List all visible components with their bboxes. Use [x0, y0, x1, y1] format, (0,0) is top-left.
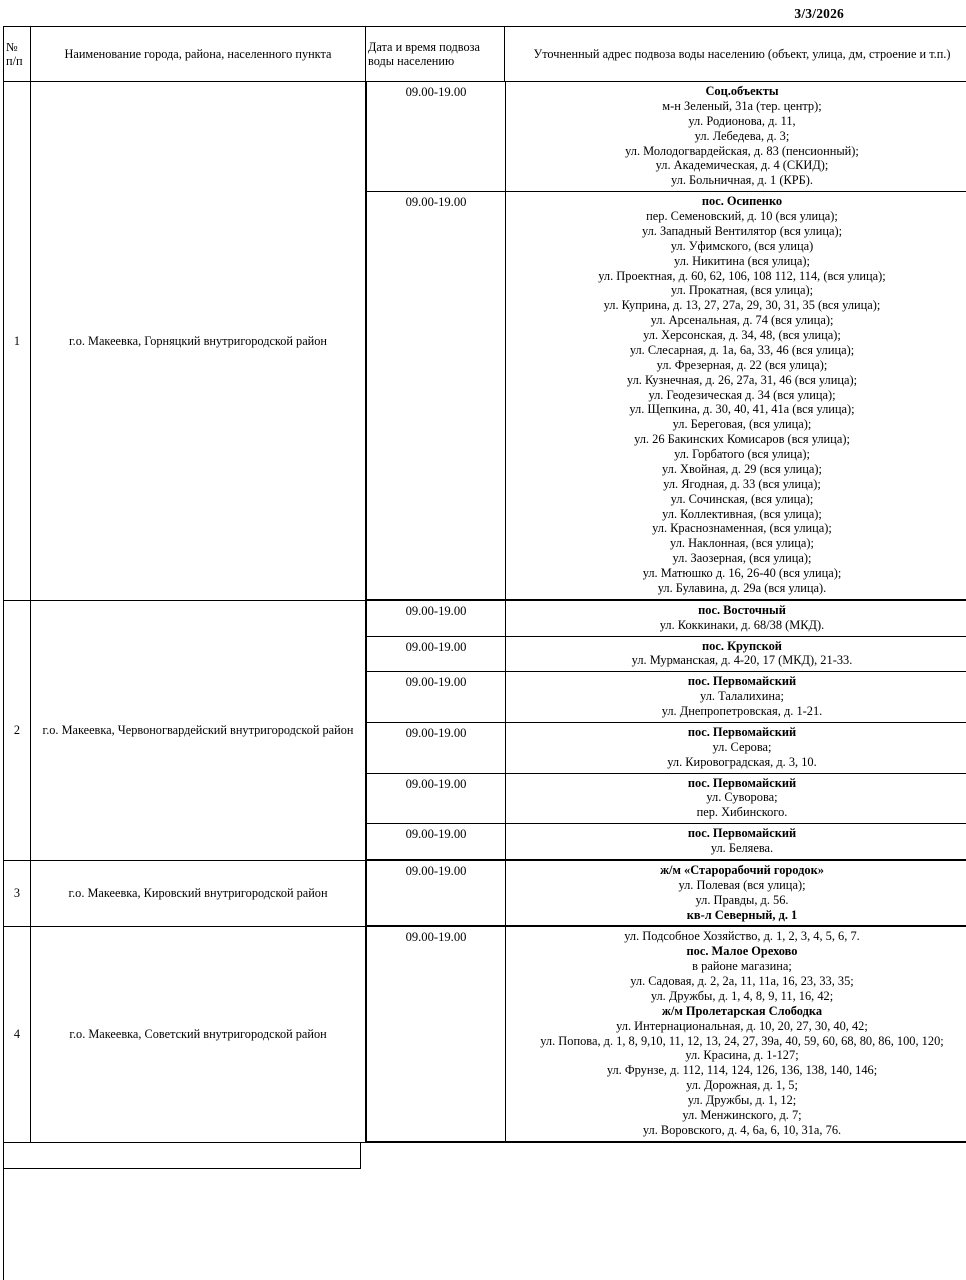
address-group-title: пос. Первомайский [687, 775, 797, 790]
header-number: № п/п [4, 27, 31, 82]
address-line: ул. Западный Вентилятор (вся улица); [641, 223, 843, 238]
address-line: ул. Матюшко д. 16, 26-40 (вся улица); [642, 566, 842, 580]
address-line: ул. Правды, д. 56. [695, 892, 789, 907]
address-line: ул. Ягодная, д. 33 (вся улица); [663, 476, 821, 491]
row-number: 2 [4, 600, 31, 860]
address-line: ул. Серова; [712, 739, 772, 754]
address-line: ул. Кировоградская, д. 3, 10. [667, 754, 817, 769]
row-schedule-blocks [366, 860, 966, 927]
address-line: в районе магазина; [692, 959, 792, 974]
schedule-block-table [366, 927, 966, 1141]
address-line: ул. Садовая, д. 2, 2а, 11, 11а, 16, 23, 33, 35; [630, 974, 854, 988]
address-line: ул. Фрунзе, д. 112, 114, 124, 126, 136, 138, 140, 146; [606, 1063, 878, 1078]
schedule-block-table [366, 82, 966, 600]
address-line: ул. Лебедева, д. 3; [694, 128, 790, 143]
address-line: ул. Дорожная, д. 1, 5; [686, 1078, 798, 1093]
address-group-title: ж/м Пролетарская Слободка [661, 1003, 823, 1018]
water-delivery-schedule-table [3, 26, 966, 1143]
address-line: ул. Полевая (вся улица); [678, 877, 806, 892]
address-line: ул. Менжинского, д. 7; [682, 1107, 802, 1122]
table-header-row [4, 27, 966, 82]
address-line: ул. Академическая, д. 4 (СКИД); [655, 158, 829, 173]
address-line: ул. Арсенальная, д. 74 (вся улица); [650, 313, 834, 328]
row-number: 3 [4, 860, 31, 927]
block-time: 09.00-19.00 [367, 82, 506, 192]
address-line: ул. Береговая, (вся улица); [672, 417, 812, 432]
block-time: 09.00-19.00 [367, 636, 506, 672]
address-line: ул. Слесарная, д. 1а, 6а, 33, 46 (вся улица); [629, 342, 855, 357]
address-group-title: пос. Первомайский [687, 674, 797, 689]
address-line: ул. Дружбы, д. 1, 4, 8, 9, 11, 16, 42; [650, 988, 834, 1003]
address-line: ул. Талалихина; [700, 689, 784, 704]
block-time: 09.00-19.00 [367, 601, 506, 636]
row-locality: г.о. Макеевка, Кировский внутригородской район [31, 860, 366, 927]
schedule-block-row [367, 82, 966, 192]
address-line: ул. Красина, д. 1-127; [685, 1048, 799, 1063]
address-group-title: пос. Первомайский [687, 826, 797, 841]
address-line: ул. Воровского, д. 4, 6а, 6, 10, 31а, 76. [642, 1122, 842, 1137]
address-line: ул. Суворова; [706, 790, 778, 805]
block-addresses [506, 82, 966, 192]
address-line: ул. Кузнечная, д. 26, 27а, 31, 46 (вся улица); [626, 372, 858, 387]
address-line: ул. Никитина (вся улица); [674, 253, 810, 268]
address-line: м-н Зеленый, 31а (тер. центр); [662, 98, 822, 113]
table-row [4, 927, 966, 1142]
block-addresses [506, 773, 966, 824]
table-row [4, 600, 966, 860]
block-time: 09.00-19.00 [367, 824, 506, 860]
address-line: ул. Заозерная, (вся улица); [672, 551, 812, 566]
document-date: 3/3/2026 [794, 6, 844, 21]
row-locality: г.о. Макеевка, Горняцкий внутригородской район [31, 82, 366, 601]
address-line: ул. Попова, д. 1, 8, 9,10, 11, 12, 13, 24, 27, 39а, 40, 59, 60, 68, 80, 86, 100, 120; [540, 1033, 944, 1048]
block-addresses [506, 722, 966, 773]
address-line: ул. Наклонная, (вся улица); [670, 536, 814, 551]
address-line: ул. Беляева. [710, 841, 774, 855]
address-line: ул. Мурманская, д. 4-20, 17 (МКД), 21-33. [631, 653, 853, 668]
address-line: ул. Хвойная, д. 29 (вся улица); [662, 461, 822, 476]
address-line: ул. Коккинаки, д. 68/38 (МКД). [659, 617, 825, 632]
address-line: пер. Хибинского. [696, 805, 788, 820]
address-line: ул. Куприна, д. 13, 27, 27а, 29, 30, 31, 35 (вся улица); [603, 298, 881, 313]
address-line: ул. Горбатого (вся улица); [674, 447, 810, 461]
header-address: Уточненный адрес подвоза воды населению (объект, улица, дм, строение и т.п.) [505, 27, 966, 82]
table-row [4, 82, 966, 601]
table-body [4, 82, 966, 1143]
address-group-title: пос. Восточный [698, 602, 786, 617]
schedule-block-row [367, 601, 966, 636]
address-line: ул. Больничная, д. 1 (КРБ). [671, 173, 813, 188]
address-group-title: пос. Малое Орехово [686, 944, 798, 959]
address-line: ул. Краснознаменная, (вся улица); [652, 521, 832, 536]
address-line: ул. Коллективная, (вся улица); [662, 506, 822, 521]
schedule-block-row [367, 861, 966, 926]
block-addresses [506, 601, 966, 636]
schedule-block-row [367, 773, 966, 824]
address-line: ул. Булавина, д. 29а (вся улица). [657, 580, 827, 595]
row-number: 4 [4, 927, 31, 1142]
schedule-block-table [366, 601, 966, 860]
address-group-title: пос. Первомайский [687, 724, 797, 739]
address-line: ул. Молодогвардейская, д. 83 (пенсионный); [625, 143, 859, 158]
address-group-title: кв-л Северный, д. 1 [686, 907, 798, 922]
row-locality: г.о. Макеевка, Червоногвардейский внутригородской район [31, 600, 366, 860]
block-time: 09.00-19.00 [367, 861, 506, 926]
schedule-block-row [367, 824, 966, 860]
address-group-title: пос. Крупской [702, 638, 782, 653]
address-line: ул. 26 Бакинских Комисаров (вся улица); [634, 432, 850, 447]
schedule-block-row [367, 636, 966, 672]
block-time: 09.00-19.00 [367, 722, 506, 773]
row-schedule-blocks [366, 600, 966, 860]
header-datetime: Дата и время подвоза воды населению [366, 27, 505, 82]
block-time: 09.00-19.00 [367, 192, 506, 600]
block-addresses [506, 672, 966, 723]
address-line: ул. Щепкина, д. 30, 40, 41, 41а (вся улица); [629, 402, 855, 417]
address-line: ул. Уфимского, (вся улица) [670, 238, 814, 253]
block-time: 09.00-19.00 [367, 773, 506, 824]
address-group-title: пос. Осипенко [701, 194, 783, 209]
row-locality: г.о. Макеевка, Советский внутригородской район [31, 927, 366, 1142]
address-line: ул. Фрезерная, д. 22 (вся улица); [656, 357, 828, 372]
address-group-title: Соц.объекты [705, 84, 779, 98]
table-row [4, 860, 966, 927]
schedule-block-row [367, 192, 966, 600]
schedule-block-row [367, 927, 966, 1141]
block-addresses [506, 927, 966, 1141]
address-line: ул. Херсонская, д. 34, 48, (вся улица); [643, 328, 841, 342]
address-line: пер. Семеновский, д. 10 (вся улица); [646, 209, 838, 223]
row-schedule-blocks [366, 927, 966, 1142]
address-line: ул. Днепропетровская, д. 1-21. [661, 704, 823, 718]
address-line: ул. Интернациональная, д. 10, 20, 27, 30, 40, 42; [616, 1018, 868, 1033]
address-line: ул. Подсобное Хозяйство, д. 1, 2, 3, 4, 5, 6, 7. [624, 929, 860, 944]
schedule-block-table [366, 861, 966, 927]
table-bottom-continuation [3, 1143, 361, 1169]
address-line: ул. Сочинская, (вся улица); [670, 491, 814, 506]
row-number: 1 [4, 82, 31, 601]
block-addresses [506, 192, 966, 600]
address-line: ул. Родионова, д. 11, [688, 113, 796, 128]
address-line: ул. Проектная, д. 60, 62, 106, 108 112, 114, (вся улица); [598, 268, 886, 283]
block-time: 09.00-19.00 [367, 927, 506, 1141]
row-schedule-blocks [366, 82, 966, 601]
schedule-block-row [367, 722, 966, 773]
block-addresses [506, 861, 966, 926]
table-header [4, 27, 966, 82]
block-addresses [506, 824, 966, 860]
address-line: ул. Геодезическая д. 34 (вся улица); [648, 387, 836, 402]
address-group-title: ж/м «Старорабочий городок» [660, 862, 824, 877]
header-locality: Наименование города, района, населенного пункта [31, 27, 366, 82]
address-line: ул. Прокатная, (вся улица); [670, 283, 814, 298]
block-time: 09.00-19.00 [367, 672, 506, 723]
block-addresses [506, 636, 966, 672]
address-line: ул. Дружбы, д. 1, 12; [687, 1093, 797, 1107]
schedule-block-row [367, 672, 966, 723]
page-left-margin-rule [0, 96, 4, 1280]
